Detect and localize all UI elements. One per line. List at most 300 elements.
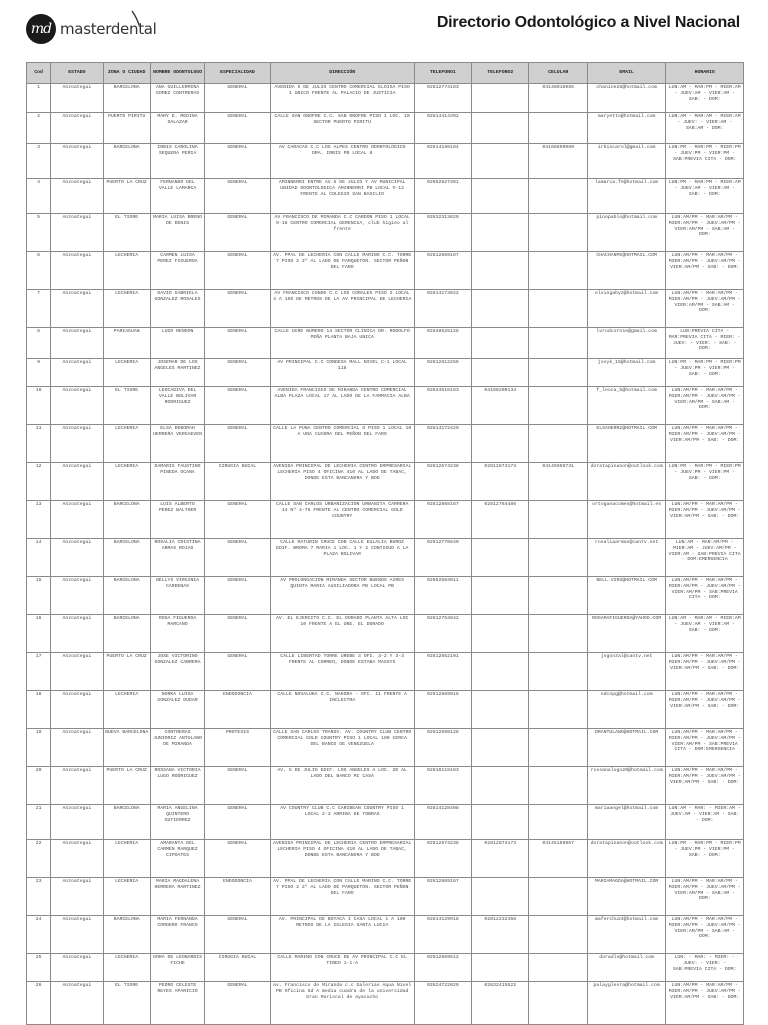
cell-celular bbox=[529, 615, 587, 653]
cell-especialidad: ENDODONCIA bbox=[205, 878, 270, 916]
cell-email[interactable]: jvgonzal@cantv.net bbox=[587, 653, 666, 691]
header-col-especialidad: ESPECIALIDAD bbox=[205, 63, 270, 84]
cell-direccion: AMINNERRI ENTRE AV.5 DE JULIO Y AV MUNICIPAL UNIDAD ODONTOLOGICA AMINNERRI PB LOCAL #-12 FRENTE AL COLEGIO SAN BASILIO bbox=[270, 179, 414, 214]
cell-telefono2: 02812232456 bbox=[472, 916, 529, 954]
cell-telefono1: 02824722020 bbox=[414, 982, 471, 1025]
brand-name: masterdental bbox=[60, 20, 157, 38]
cell-horario: LUN:AM - MAR:AM - MIER:AM - JUEV: - VIER:AM - SAB:AM - DOM: bbox=[666, 113, 744, 144]
cell-especialidad: GENERAL bbox=[205, 214, 270, 252]
cell-horario: LUN:AM/PM - MAR:AM/PM - MIER:AM/PM - JUEV:AM/PM - VIER:AM/PM - SAB:AM - DOM: bbox=[666, 290, 744, 328]
table-row bbox=[27, 982, 744, 1025]
cell-cod: 19 bbox=[27, 729, 51, 767]
cell-celular bbox=[529, 577, 587, 615]
cell-email[interactable]: lvrodcorn1e@gmail.com bbox=[587, 328, 666, 359]
cell-ciudad: BARCELONA bbox=[103, 577, 150, 615]
cell-telefono1: 02652627381 bbox=[414, 179, 471, 214]
cell-direccion: AV PRINCIPAL C.C CONDESA MALL NIVEL C-1 LOCAL 118 bbox=[270, 359, 414, 387]
cell-especialidad: GENERAL bbox=[205, 359, 270, 387]
cell-ciudad: BARCELONA bbox=[103, 144, 150, 179]
table-row bbox=[27, 328, 744, 359]
cell-horario: LUN:AM/PM - MAR:AM/PM - MIER:AM/PM - JUEV:AM/PM - VIER:AM/PM - SAB:AM - DOM: bbox=[666, 878, 744, 916]
cell-email[interactable]: pinopablo@hotmail.com bbox=[587, 214, 666, 252]
cell-horario: LUN:AM - MAR:AM/PM - MIER:AM - JUEV:AM/PM - VIER:AM - SAB:PREVIA CITA - DOM:EMERGENCIA bbox=[666, 539, 744, 577]
cell-cod: 21 bbox=[27, 805, 51, 840]
table-row bbox=[27, 954, 744, 982]
cell-telefono1: 02812869512 bbox=[414, 954, 471, 982]
cell-telefono2 bbox=[472, 214, 529, 252]
cell-especialidad: GENERAL bbox=[205, 615, 270, 653]
cell-direccion: AV. EL EJERCITO C.C. EL DORADO PLANTA ALTA LOC 10 FRENTE A EL UNE. EL DORADO bbox=[270, 615, 414, 653]
cell-especialidad: GENERAL bbox=[205, 577, 270, 615]
cell-telefono1: 02816118183 bbox=[414, 767, 471, 805]
cell-email[interactable]: palayglesra@hotmail.com bbox=[587, 982, 666, 1025]
cell-horario: LUN:PREVIA CITA - MAR:PREVIA CITA - MIER: - JUEV: - VIER: - SAB: - DOM: bbox=[666, 328, 744, 359]
cell-email[interactable]: f_leoca_b@hotmail.com bbox=[587, 387, 666, 425]
cell-horario: LUN:PM - MAR:PM - MIER:AM - JUEV:AM - VIER:AM - SAB: - DOM: bbox=[666, 179, 744, 214]
table-row bbox=[27, 729, 744, 767]
page-title: Directorio Odontológico a Nivel Nacional bbox=[436, 14, 740, 31]
header-col-direccion: DIRECCIÓN bbox=[270, 63, 414, 84]
tooth-tick-icon bbox=[130, 10, 144, 26]
cell-ciudad: LECHERIA bbox=[103, 463, 150, 501]
table-row bbox=[27, 691, 744, 729]
cell-nombre: ROSALIA CRISTINA ARMAS ROJAS bbox=[150, 539, 204, 577]
cell-celular bbox=[529, 214, 587, 252]
table-row bbox=[27, 615, 744, 653]
cell-cod: 14 bbox=[27, 539, 51, 577]
cell-horario: LUN:AM/PM - MAR:AM/PM - MIER:AM/PM - JUEV:AM/PM - VIER:AM/PM - SAB: - DOM: bbox=[666, 691, 744, 729]
cell-direccion: AVENIDA 5 DE JULIO CENTRO COMERCIAL ELOISA PISO 1 UNICO FRENTE AL PALACIO DE JUSTICIA bbox=[270, 84, 414, 113]
cell-telefono2 bbox=[472, 84, 529, 113]
cell-ciudad: LECHERIA bbox=[103, 954, 150, 982]
cell-nombre: LUGO RENDON bbox=[150, 328, 204, 359]
cell-celular: 04148015085 bbox=[529, 84, 587, 113]
header-col-ciudad: ZONA O CIUDAD bbox=[103, 63, 150, 84]
table-row bbox=[27, 113, 744, 144]
cell-cod: 10 bbox=[27, 387, 51, 425]
cell-especialidad: GENERAL bbox=[205, 144, 270, 179]
cell-estado: Anzoategui bbox=[51, 387, 103, 425]
cell-especialidad: GENERAL bbox=[205, 982, 270, 1025]
header-col-telefono1: TELEFONO1 bbox=[414, 63, 471, 84]
cell-email[interactable]: maryetto@hotmail.com bbox=[587, 113, 666, 144]
cell-celular bbox=[529, 767, 587, 805]
cell-email[interactable]: DRANTULANO@HOTMAIL.COM bbox=[587, 729, 666, 767]
cell-telefono2 bbox=[472, 691, 529, 729]
cell-especialidad: GENERAL bbox=[205, 425, 270, 463]
cell-horario: LUN:AM/PM - MAR:AM/PM - MIER:AM/PM - JUEV:AM/PM - VIER:AM/PM - SAB: - DOM: bbox=[666, 501, 744, 539]
cell-horario: LUN:AM/PM - MAR:AM/PM - MIER:AM/PM - JUEV:AM/PM - VIER:AM/PM - SAB: - DOM: bbox=[666, 982, 744, 1025]
cell-cod: 11 bbox=[27, 425, 51, 463]
cell-telefono1: 02812774183 bbox=[414, 84, 471, 113]
cell-direccion: CALLE LIBERTAD TORRE UREBE 3 OFI. 3-2 Y 3-3 FRENTE AL CORREO, DONDE ESTABA MASSYS bbox=[270, 653, 414, 691]
cell-horario: LUN: - MAR: - MIER: - JUEV: - VIER: - SAB:PREVIA CITA - DOM: bbox=[666, 954, 744, 982]
cell-telefono1: 02812674238 bbox=[414, 463, 471, 501]
cell-estado: Anzoategui bbox=[51, 954, 103, 982]
cell-telefono1: 02812812256 bbox=[414, 359, 471, 387]
cell-ciudad: BARCELONA bbox=[103, 805, 150, 840]
cell-especialidad: GENERAL bbox=[205, 328, 270, 359]
cell-celular bbox=[529, 805, 587, 840]
table-row bbox=[27, 767, 744, 805]
cell-estado: Anzoategui bbox=[51, 328, 103, 359]
cell-nombre: CARMEN LUISA PEREZ FIGUEROA bbox=[150, 252, 204, 290]
cell-ciudad: PARIAGUAN bbox=[103, 328, 150, 359]
cell-celular: 04145959731 bbox=[529, 463, 587, 501]
cell-direccion: CALLE NOVALUKA C.C. NAKORA - OFC. 11 FRENTE A INCLECTRA bbox=[270, 691, 414, 729]
cell-horario: LUN:AM/PM - MAR:AM/PM - MIER:AM/PM - JUEV:AM/PM - VIER:AM/PM - SAB:AM - DOM: bbox=[666, 214, 744, 252]
cell-especialidad: GENERAL bbox=[205, 805, 270, 840]
cell-nombre: IRBIS CAROLINA SEQUERA PERIA bbox=[150, 144, 204, 179]
cell-telefono2 bbox=[472, 805, 529, 840]
cell-estado: Anzoategui bbox=[51, 501, 103, 539]
cell-telefono1: 02814129918 bbox=[414, 916, 471, 954]
table-row bbox=[27, 144, 744, 179]
table-row bbox=[27, 878, 744, 916]
header-col-telefono2: TELEFONO2 bbox=[472, 63, 529, 84]
cell-direccion: AV FRANCISCO DE MIRANDA C.C CARDON PISO 1 LOCAL 9-16 CENTRO COMERCIAL GERENCIA, club higieo al frente bbox=[270, 214, 414, 252]
cell-nombre: FERNANDO DEL VALLE LAMARCA bbox=[150, 179, 204, 214]
cell-email[interactable]: rossanalugo20@hotmail.com bbox=[587, 767, 666, 805]
cell-nombre: DAMARIS FAUSTINO PINEDA OCANA bbox=[150, 463, 204, 501]
cell-especialidad: GENERAL bbox=[205, 290, 270, 328]
cell-email[interactable]: irbiscarol@gmail.com bbox=[587, 144, 666, 179]
cell-ciudad: BARCELONA bbox=[103, 539, 150, 577]
cell-telefono2 bbox=[472, 767, 529, 805]
cell-direccion: AVENIDA PRINCIPAL DE LECHERIA CENTRO EMPRESARIAL LECHERIA PISO 4 OFICINA 410 AL LADO DE TABAC, DONDE ESTA BANCANORA Y BOD bbox=[270, 840, 414, 878]
cell-estado: Anzoategui bbox=[51, 767, 103, 805]
page-header bbox=[0, 0, 768, 60]
cell-telefono1: 02814414392 bbox=[414, 113, 471, 144]
cell-estado: Anzoategui bbox=[51, 214, 103, 252]
cell-nombre: MARIA LUISA BRENO DE DENIS bbox=[150, 214, 204, 252]
cell-nombre: NORKA LUISA GONZALEZ DUDAR bbox=[150, 691, 204, 729]
cell-horario: LUN:PM - MAR:PM - MIER:PM - JUEV:PM - VIER:PM - SAB: - DOM: bbox=[666, 840, 744, 878]
cell-celular bbox=[529, 878, 587, 916]
cell-ciudad: LECHERIA bbox=[103, 252, 150, 290]
cell-cod: 3 bbox=[27, 144, 51, 179]
cell-estado: Anzoategui bbox=[51, 144, 103, 179]
cell-especialidad: GENERAL bbox=[205, 916, 270, 954]
cell-telefono1: 02812770840 bbox=[414, 539, 471, 577]
cell-email[interactable]: elvingaby2@hotmail.com bbox=[587, 290, 666, 328]
cell-celular bbox=[529, 425, 587, 463]
cell-especialidad: GENERAL bbox=[205, 387, 270, 425]
cell-direccion: AV COUNTRY CLUB C.C CARIBEAN COUNTRY PISO 1 LOCAL 2-3 ARRIBA DE TOBRAS bbox=[270, 805, 414, 840]
cell-telefono2 bbox=[472, 144, 529, 179]
cell-horario: LUN:AM/PM - MAR:AM/PM - MIER:AM/PM - JUEV:AM/PM - VIER:AM/PM - SAB:AM - DOM: bbox=[666, 387, 744, 425]
cell-ciudad: PUERTO LA CRUZ bbox=[103, 653, 150, 691]
table-row bbox=[27, 359, 744, 387]
cell-nombre: NELLYS VIRGINIA CARDENAS bbox=[150, 577, 204, 615]
directory-table bbox=[26, 62, 744, 1025]
cell-cod: 5 bbox=[27, 214, 51, 252]
cell-email[interactable]: CHACHANPE@HOTMAIL.COM bbox=[587, 252, 666, 290]
cell-direccion: CALLE MATURIN CRUCE CON CALLE EULALIA BUROZ EDIF. BROMA 7 MARIA 1 LOC. 1 Y 2 CONTIGUO A LA PLAZA BOLIVAR bbox=[270, 539, 414, 577]
cell-telefono1: 02812869916 bbox=[414, 691, 471, 729]
cell-telefono1: 02814172420 bbox=[414, 425, 471, 463]
cell-estado: Anzoategui bbox=[51, 359, 103, 387]
cell-direccion: CALLE SAN CARLOS TRANSV. AV. COUNTRY CLUB CENTRO COMERCIAL GOLD COUNTRY PISO 1 LOCAL 100 CERCA DEL BANCO DE VENEZUELA bbox=[270, 729, 414, 767]
cell-celular: 04145159967 bbox=[529, 840, 587, 878]
cell-telefono1: 02814173022 bbox=[414, 290, 471, 328]
cell-nombre: DAVID GABRIELA GONZALEZ ROSALES bbox=[150, 290, 204, 328]
cell-direccion: AV CARACAS C.C LOS ALPES CENTRO ODONTOLOGICO DRA. IRBIS PB LOCAL 8 bbox=[270, 144, 414, 179]
cell-estado: Anzoategui bbox=[51, 252, 103, 290]
cell-especialidad: GENERAL bbox=[205, 539, 270, 577]
cell-cod: 4 bbox=[27, 179, 51, 214]
cell-ciudad: EL TIGRE bbox=[103, 214, 150, 252]
cell-horario: LUN:PM - MAR:PM - MIER:PM - JUEV:PM - VIER:PM - SAB: - DOM: bbox=[666, 359, 744, 387]
cell-telefono2: 04168200134 bbox=[472, 387, 529, 425]
cell-celular bbox=[529, 729, 587, 767]
cell-telefono2 bbox=[472, 113, 529, 144]
cell-nombre: MARIA ANGELINA QUINTERO GUTIERREZ bbox=[150, 805, 204, 840]
header-col-celular: CELULAR bbox=[529, 63, 587, 84]
cell-telefono2 bbox=[472, 290, 529, 328]
cell-telefono1: 02812652101 bbox=[414, 653, 471, 691]
cell-telefono1: 02832313820 bbox=[414, 214, 471, 252]
cell-ciudad: PUERTO LA CRUZ bbox=[103, 179, 150, 214]
cell-ciudad: LECHERIA bbox=[103, 691, 150, 729]
table-row bbox=[27, 501, 744, 539]
cell-ciudad: LECHERIA bbox=[103, 425, 150, 463]
directory-table-container bbox=[26, 62, 744, 1025]
cell-estado: Anzoategui bbox=[51, 615, 103, 653]
cell-ciudad: NUEVA BARCELONA bbox=[103, 729, 150, 767]
cell-horario: LUN:PM - MAR:PM - MIER:PM - JUEV:PM - VIER:PM - SAB: - DOM: bbox=[666, 463, 744, 501]
table-row bbox=[27, 252, 744, 290]
cell-telefono1: 02812698128 bbox=[414, 729, 471, 767]
cell-cod: 2 bbox=[27, 113, 51, 144]
cell-estado: Anzoategui bbox=[51, 729, 103, 767]
header-col-cod: Cod bbox=[27, 63, 51, 84]
cell-estado: Anzoategui bbox=[51, 179, 103, 214]
cell-especialidad: GENERAL bbox=[205, 84, 270, 113]
cell-telefono2 bbox=[472, 359, 529, 387]
cell-horario: LUN:AM - MAR: - MIER:AM - JUEV:AM - VIER:AM - SAB: - DOM: bbox=[666, 805, 744, 840]
cell-telefono1: 02812869167 bbox=[414, 252, 471, 290]
cell-ciudad: LECHERIA bbox=[103, 359, 150, 387]
cell-nombre: JOSEMAR DE LOS ANGELES MARTINEZ bbox=[150, 359, 204, 387]
cell-cod: 1 bbox=[27, 84, 51, 113]
table-row bbox=[27, 805, 744, 840]
cell-email[interactable]: NELL.VIRS@HOTMAIL.COM bbox=[587, 577, 666, 615]
cell-direccion: AVENIDA PRINCIPAL DE LECHERIA CENTRO EMPRESARIAL LECHERIA PISO 4 OFICINA 410 AL LADO DE TABAC, DONDE ESTA BANCANORA Y BOD bbox=[270, 463, 414, 501]
cell-ciudad: BARCELONA bbox=[103, 916, 150, 954]
cell-email[interactable]: doratapinanon@outlook.com bbox=[587, 840, 666, 878]
cell-horario: LUN:AM/PM - MAR:AM/PM - MIER:AM/PM - JUEV:AM/PM - VIER:AM/PM - SAB: - DOM: bbox=[666, 425, 744, 463]
cell-telefono1: 02812868167 bbox=[414, 501, 471, 539]
cell-ciudad: BARCELONA bbox=[103, 615, 150, 653]
cell-cod: 6 bbox=[27, 252, 51, 290]
cell-estado: Anzoategui bbox=[51, 691, 103, 729]
cell-nombre: AMARANTA DEL CARMEN MARQUEZ CIPOATES bbox=[150, 840, 204, 878]
cell-email[interactable]: maferchu24@hotmail.com bbox=[587, 916, 666, 954]
cell-direccion: CALLE SAN CARLOS URBANIZACION URBANITA CARRERA 14 Nº 4-75 FRENTE AL CENTRO COMERCIAL GOLD COUNTRY bbox=[270, 501, 414, 539]
cell-direccion: CALLE LA PUNA CENTRO COMERCIAL O PISO 1 LOCAL 10 A UNA CUADRA DEL PEÑON DEL FARO bbox=[270, 425, 414, 463]
cell-telefono2: 02812874173 bbox=[472, 463, 529, 501]
cell-horario: LUN:PM - MAR:PM - MIER:PM - JUEV:PM - VIER:PM - SAB:PREVIA CITA - DOM: bbox=[666, 144, 744, 179]
logo-wordmark bbox=[60, 20, 157, 38]
cell-email[interactable]: doradlv@hotmail.com bbox=[587, 954, 666, 982]
cell-estado: Anzoategui bbox=[51, 113, 103, 144]
table-row bbox=[27, 84, 744, 113]
cell-estado: Anzoategui bbox=[51, 982, 103, 1025]
cell-email[interactable]: ROSAMAFIGUEROA@YAHOO.COM bbox=[587, 615, 666, 653]
cell-estado: Anzoategui bbox=[51, 878, 103, 916]
cell-horario: LUN:AM/PM - MAR:AM/PM - MIER:AM/PM - JUEV:AM/PM - VIER:AM/PM - SAB:AM - DOM: bbox=[666, 916, 744, 954]
table-row bbox=[27, 653, 744, 691]
header-col-estado: ESTADO bbox=[51, 63, 103, 84]
cell-estado: Anzoategui bbox=[51, 577, 103, 615]
cell-ciudad: LECHERIA bbox=[103, 840, 150, 878]
cell-cod: 9 bbox=[27, 359, 51, 387]
cell-horario: LUN:AM - MAR:PM - MIER:AM - JUEV:AM - VIER:AM - SAB: - DOM: bbox=[666, 84, 744, 113]
cell-especialidad: GENERAL bbox=[205, 767, 270, 805]
cell-ciudad: PUERTO LA CRUZ bbox=[103, 767, 150, 805]
cell-celular bbox=[529, 653, 587, 691]
header-col-horario: HORARIO bbox=[666, 63, 744, 84]
cell-telefono1: 02814128408 bbox=[414, 805, 471, 840]
cell-celular: 04168850089 bbox=[529, 144, 587, 179]
cell-nombre: CONTRERAS JUNIORIZ ANTULANO DE MIRANDA bbox=[150, 729, 204, 767]
cell-horario: LUN:AM/PM - MAR:AM/PM - MIER:AM/PM - JUEV:AM/PM - VIER:AM/PM - SAB: - DOM: bbox=[666, 653, 744, 691]
cell-horario: LUN:AM/PM - MAR:AM/PM - MIER:AM/PM - JUEV:AM/PM - VIER:AM/PM - SAB:PREVIA CITA - DOM:EMERGENCIA bbox=[666, 729, 744, 767]
cell-horario: LUN:AM/PM - MAR:AM/PM - MIER:AM/PM - JUEV:AM/PM - VIER:AM/PM - SAB: - DOM: bbox=[666, 767, 744, 805]
cell-nombre: ROSSANA VICTORIA LUGO RODRIGUEZ bbox=[150, 767, 204, 805]
cell-telefono1: 02812753842 bbox=[414, 615, 471, 653]
cell-telefono2: 02812874173 bbox=[472, 840, 529, 878]
cell-especialidad: CIRUGIA BUCAL bbox=[205, 463, 270, 501]
cell-direccion: AV. PPAL DE LECHERIA CON CALLE MARINO C.C. TORRE 7 PISO 2 2º AL LADO DE PARQUETON. SECTOR PEÑON DEL FARO bbox=[270, 878, 414, 916]
cell-celular bbox=[529, 113, 587, 144]
cell-telefono2 bbox=[472, 878, 529, 916]
cell-cod: 18 bbox=[27, 691, 51, 729]
header-col-nombre: NOMBRE ODONTOLOGO bbox=[150, 63, 204, 84]
cell-estado: Anzoategui bbox=[51, 463, 103, 501]
cell-cod: 7 bbox=[27, 290, 51, 328]
table-row bbox=[27, 539, 744, 577]
cell-ciudad: LECHERIA bbox=[103, 878, 150, 916]
cell-cod: 26 bbox=[27, 982, 51, 1025]
cell-celular bbox=[529, 387, 587, 425]
cell-estado: Anzoategui bbox=[51, 290, 103, 328]
cell-especialidad: GENERAL bbox=[205, 113, 270, 144]
table-row bbox=[27, 463, 744, 501]
cell-celular bbox=[529, 179, 587, 214]
cell-nombre: MARY E. MEDINA SALAZAR bbox=[150, 113, 204, 144]
cell-email[interactable]: lamarca.fe@hotmail.com bbox=[587, 179, 666, 214]
header-col-email: EMAIL bbox=[587, 63, 666, 84]
cell-celular bbox=[529, 252, 587, 290]
cell-direccion: CALLE MARINO CON CRUCE DE AV PRINCIPAL C.C EL TINEO 1-1-A bbox=[270, 954, 414, 982]
cell-ciudad: LECHERIA bbox=[103, 290, 150, 328]
cell-cod: 12 bbox=[27, 463, 51, 501]
cell-telefono2 bbox=[472, 179, 529, 214]
table-row bbox=[27, 840, 744, 878]
cell-telefono2 bbox=[472, 425, 529, 463]
cell-telefono2 bbox=[472, 615, 529, 653]
cell-nombre: ELSA DEBORAH HERRERA VERGAEVEN bbox=[150, 425, 204, 463]
cell-especialidad: PROTESIS bbox=[205, 729, 270, 767]
cell-ciudad: BARCELONA bbox=[103, 501, 150, 539]
cell-email[interactable]: chanine28@hotmail.com bbox=[587, 84, 666, 113]
cell-email[interactable]: ELSAHERR2@HOTMAIL.COM bbox=[587, 425, 666, 463]
cell-especialidad: GENERAL bbox=[205, 653, 270, 691]
cell-email[interactable]: MARIAMAGDA@HOTMAIL.COM bbox=[587, 878, 666, 916]
cell-horario: LUN:AM/PM - MAR:AM/PM - MIER:AM/PM - JUEV:AM/PM - VIER:AM/PM - SAB:PREVIA CITA - DOM: bbox=[666, 577, 744, 615]
cell-telefono1: 02812869167 bbox=[414, 878, 471, 916]
cell-email[interactable]: ortoganacomes@hotmail.es bbox=[587, 501, 666, 539]
cell-celular bbox=[529, 691, 587, 729]
table-row bbox=[27, 214, 744, 252]
cell-nombre: MARIA FERNANDA CORDERO FRANCO bbox=[150, 916, 204, 954]
cell-celular bbox=[529, 982, 587, 1025]
cell-cod: 16 bbox=[27, 615, 51, 653]
cell-direccion: AV PROLONGACION MIRANDA SECTOR BUENOS AIRES QUINTA MARIA AUXILIADORA PB LOCAL PB bbox=[270, 577, 414, 615]
cell-celular bbox=[529, 539, 587, 577]
cell-estado: Anzoategui bbox=[51, 840, 103, 878]
cell-email[interactable]: mariaangel@hotmail.com bbox=[587, 805, 666, 840]
cell-nombre: PEDRO CELESTE REYES APARICIO bbox=[150, 982, 204, 1025]
cell-telefono2: 02832415522 bbox=[472, 982, 529, 1025]
brand-logo bbox=[26, 14, 157, 44]
cell-celular bbox=[529, 916, 587, 954]
cell-email[interactable]: ndcnpg@hotmail.com bbox=[587, 691, 666, 729]
cell-cod: 22 bbox=[27, 840, 51, 878]
cell-estado: Anzoategui bbox=[51, 84, 103, 113]
cell-telefono1: 02812674238 bbox=[414, 840, 471, 878]
cell-telefono2 bbox=[472, 577, 529, 615]
cell-nombre: JOSE VICTORINO GONZALEZ CABRERA bbox=[150, 653, 204, 691]
cell-especialidad: CIRUGIA BUCAL bbox=[205, 954, 270, 982]
cell-horario: LUN:AM - MAR:AM - MIER:AM - JUEV:AM - VIER:AM - SAB: - DOM: bbox=[666, 615, 744, 653]
cell-cod: 15 bbox=[27, 577, 51, 615]
cell-nombre: MARIA MAGDALENA HERRERA MARTINEZ bbox=[150, 878, 204, 916]
cell-estado: Anzoategui bbox=[51, 539, 103, 577]
cell-celular bbox=[529, 328, 587, 359]
cell-especialidad: ENDODONCIA bbox=[205, 691, 270, 729]
cell-nombre: LEOCADIVA DEL VALLE BOLIVAR RODRIGUEZ bbox=[150, 387, 204, 425]
cell-telefono2 bbox=[472, 653, 529, 691]
cell-ciudad: EL TIGRE bbox=[103, 387, 150, 425]
cell-telefono2 bbox=[472, 954, 529, 982]
cell-ciudad: PUERTO PIRITU bbox=[103, 113, 150, 144]
cell-estado: Anzoategui bbox=[51, 916, 103, 954]
cell-telefono1: 02652684011 bbox=[414, 577, 471, 615]
table-row bbox=[27, 179, 744, 214]
table-body bbox=[27, 84, 744, 1025]
cell-celular bbox=[529, 501, 587, 539]
cell-celular bbox=[529, 954, 587, 982]
table-row bbox=[27, 387, 744, 425]
cell-cod: 24 bbox=[27, 916, 51, 954]
cell-email[interactable]: doratapinanon@outlook.com bbox=[587, 463, 666, 501]
table-row bbox=[27, 425, 744, 463]
cell-especialidad: GENERAL bbox=[205, 179, 270, 214]
cell-horario: LUN:AM/PM - MAR:AM/PM - MIER:AM/PM - JUEV:AM/PM - VIER:AM/PM - SAB: - DOM: bbox=[666, 252, 744, 290]
cell-cod: 20 bbox=[27, 767, 51, 805]
cell-ciudad: BARCELONA bbox=[103, 84, 150, 113]
cell-direccion: AV FRANCISCO CONDE C.C LOS CORALES PISO 2 LOCAL 4 A 150 DE METROS DE LA AV PRINCIPAL DE LECHERIA bbox=[270, 290, 414, 328]
cell-direccion: AV. PPAL DE LECHERIA CON CALLE MARINO C.C. TORRE 7 PISO 2 2º AL LADO DE PARQUETON. SECTOR PEÑON DEL FARO bbox=[270, 252, 414, 290]
logo-mark: md bbox=[26, 14, 56, 44]
cell-email[interactable]: josyk_15@hotmail.com bbox=[587, 359, 666, 387]
cell-telefono1: 02814186184 bbox=[414, 144, 471, 179]
cell-direccion: AVENIDA FRANCISCO DE MIRANDA CENTRO COMERCIAL ALBA PLAZA LOCAL 17 AL LADO DE LA FARMACIA ALBA bbox=[270, 387, 414, 425]
cell-email[interactable]: rosaliaarmas@cantv.net bbox=[587, 539, 666, 577]
